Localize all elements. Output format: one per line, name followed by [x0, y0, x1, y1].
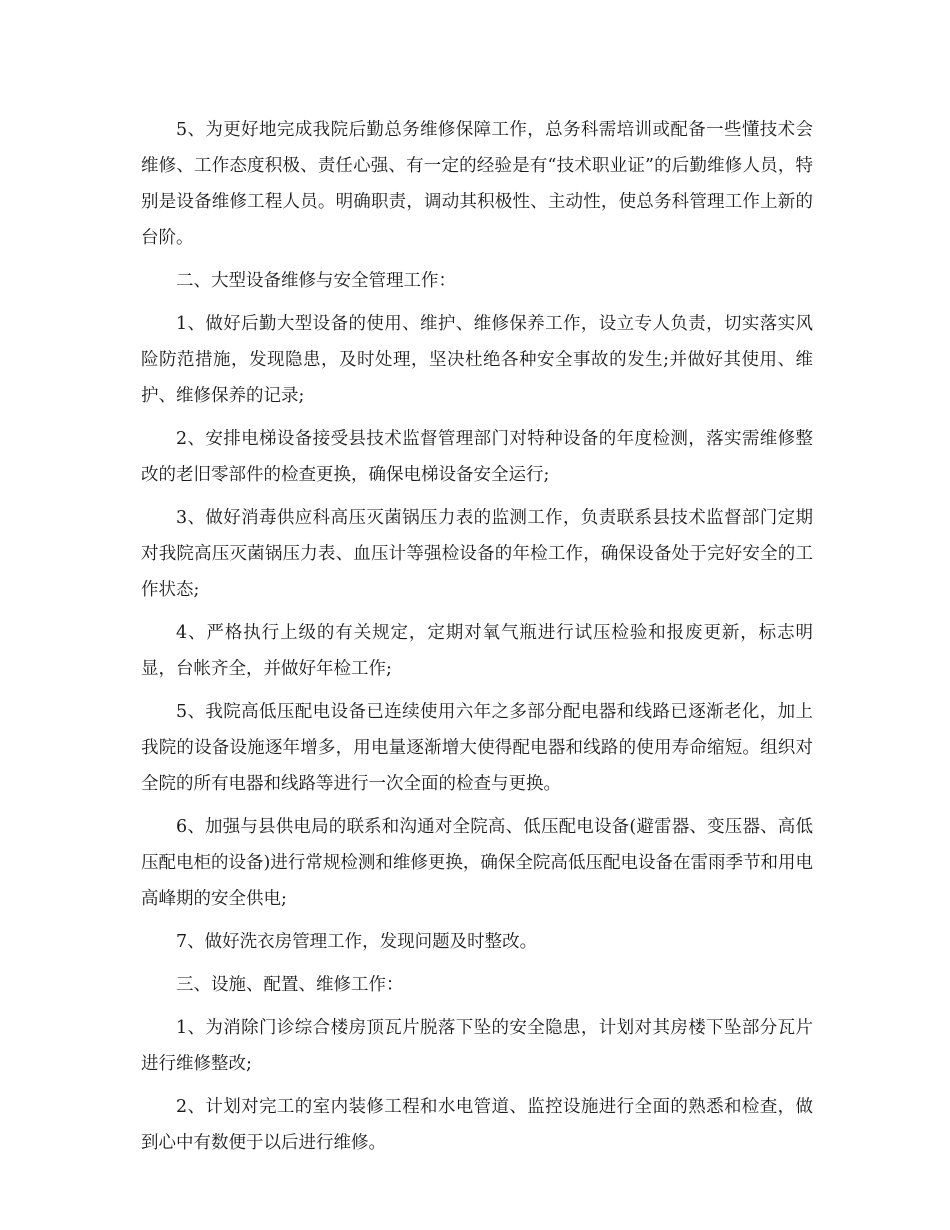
paragraph-laundry: 7、做好洗衣房管理工作，发现问题及时整改。	[176, 932, 538, 952]
section-heading-facilities: 三、设施、配置、维修工作：	[176, 975, 404, 995]
paragraph-power-supply-bureau: 6、加强与县供电局的联系和沟通对全院高、低压配电设备(避雷器、变压器、高低压配电柜的设备)进行常规检测和维修更换，确保全院高低压配电设备在雷雨季节和用电高峰期的安全供电;	[141, 817, 813, 909]
paragraph-power-distribution-aging: 5、我院高低压配电设备已连续使用六年之多部分配电器和线路已逐渐老化，加上我院的设备设施逐年增多，用电量逐渐增大使得配电器和线路的使用寿命缩短。组织对全院的所有电器和线路等进行一次全面的检查与更换。	[141, 702, 813, 794]
paragraph-equipment-maintenance: 1、做好后勤大型设备的使用、维护、维修保养工作，设立专人负责，切实落实风险防范措施，发现隐患，及时处理，坚决杜绝各种安全事故的发生;并做好其使用、维护、维修保养的记录;	[141, 314, 813, 406]
paragraph-oxygen-cylinder: 4、严格执行上级的有关规定，定期对氧气瓶进行试压检验和报废更新，标志明显，台帐齐全，并做好年检工作;	[141, 623, 813, 679]
section-heading-equipment-safety: 二、大型设备维修与安全管理工作：	[176, 271, 456, 291]
paragraph-elevator-inspection: 2、安排电梯设备接受县技术监督管理部门对特种设备的年度检测，落实需维修整改的老旧零部件的检查更换，确保电梯设备安全运行;	[141, 429, 813, 485]
paragraph-renovation-check: 2、计划对完工的室内装修工程和水电管道、监控设施进行全面的熟悉和检查，做到心中有数便于以后进行维修。	[141, 1097, 813, 1153]
document-body	[141, 112, 813, 1168]
paragraph-staff-training: 5、为更好地完成我院后勤总务维修保障工作，总务科需培训或配备一些懂技术会维修、工作态度积极、责任心强、有一定的经验是有“技术职业证”的后勤维修人员，特别是设备维修工程人员。明确职责，调动其积极性、主动性，使总务科管理工作上新的台阶。	[141, 120, 813, 248]
paragraph-sterilizer-gauge: 3、做好消毒供应科高压灭菌锅压力表的监测工作，负责联系县技术监督部门定期对我院高压灭菌锅压力表、血压计等强检设备的年检工作，确保设备处于完好安全的工作状态;	[141, 508, 813, 600]
paragraph-roof-tiles: 1、为消除门诊综合楼房顶瓦片脱落下坠的安全隐患，计划对其房楼下坠部分瓦片进行维修整改;	[141, 1018, 813, 1074]
